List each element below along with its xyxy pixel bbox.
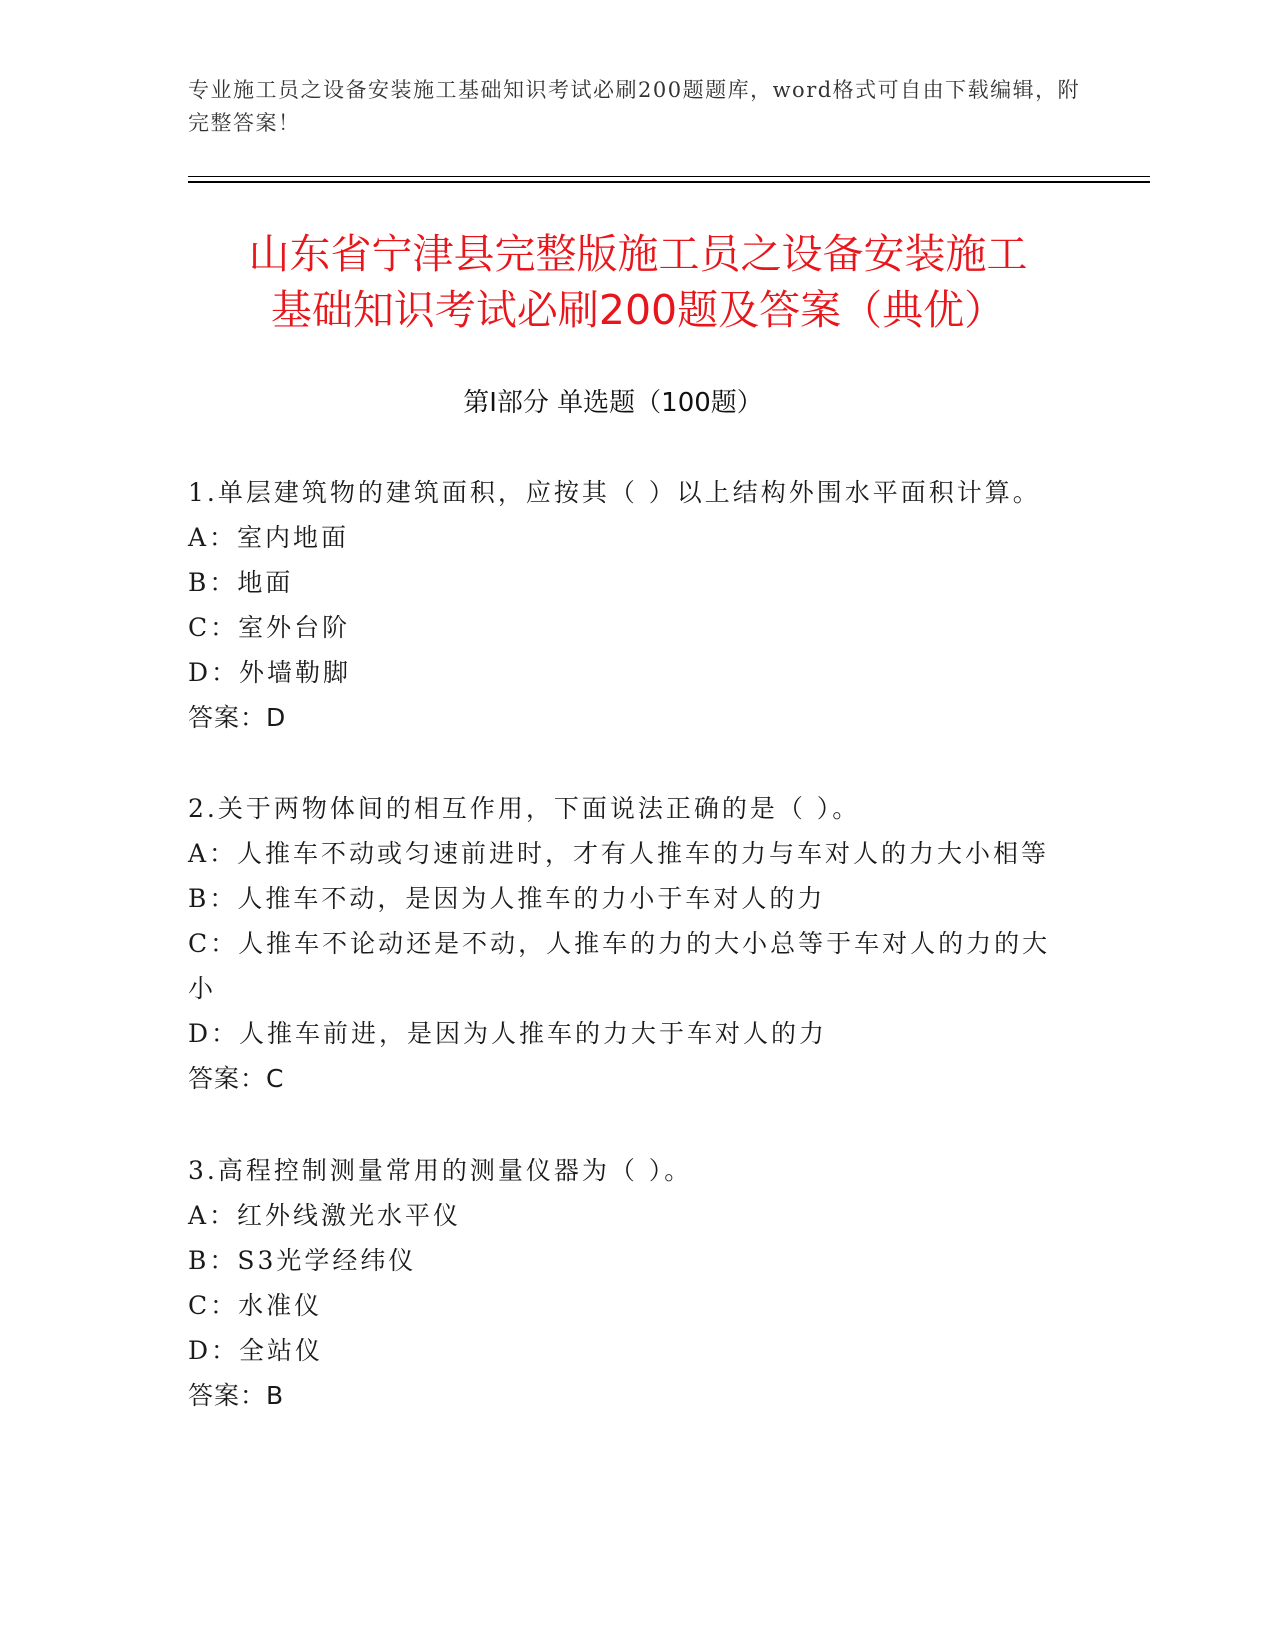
option-c: C：水准仪 [188, 1291, 323, 1320]
option-c: C：人推车不论动还是不动，人推车的力的大小总等于车对人的力的大小 [188, 929, 1051, 1003]
answer-line: 答案：C [188, 1064, 285, 1093]
option-d: D：人推车前进，是因为人推车的力大于车对人的力 [188, 1019, 828, 1048]
document-title-line-2: 基础知识考试必刷200题及答案（典优） [270, 286, 1006, 334]
question-stem: 2.关于两物体间的相互作用，下面说法正确的是（ ）。 [188, 794, 861, 823]
option-a: A：人推车不动或匀速前进时，才有人推车的力与车对人的力大小相等 [188, 839, 1050, 868]
option-a: A：室内地面 [188, 523, 350, 552]
document-title-line-1: 山东省宁津县完整版施工员之设备安装施工 [248, 230, 1028, 278]
answer-line: 答案：B [188, 1381, 285, 1410]
header-note: 专业施工员之设备安装施工基础知识考试必刷200题题库，word格式可自由下载编辑，附完整答案！ [188, 78, 1081, 135]
option-b: B：地面 [188, 568, 294, 597]
option-a: A：红外线激光水平仪 [188, 1201, 462, 1230]
question-block [188, 470, 1068, 740]
option-d: D：全站仪 [188, 1336, 324, 1365]
option-d: D：外墙勒脚 [188, 658, 352, 687]
option-b: B：人推车不动，是因为人推车的力小于车对人的力 [188, 884, 826, 913]
header-divider-thin [188, 176, 1150, 177]
question-block [188, 1148, 1068, 1418]
section-heading: 第Ⅰ部分 单选题（100题） [463, 388, 763, 418]
question-block [188, 786, 1068, 1101]
question-stem: 1.单层建筑物的建筑面积，应按其（ ）以上结构外围水平面积计算。 [188, 478, 1041, 507]
question-stem: 3.高程控制测量常用的测量仪器为（ ）。 [188, 1156, 693, 1185]
option-b: B：S3光学经纬仪 [188, 1246, 417, 1275]
answer-line: 答案：D [188, 703, 287, 732]
document-title [188, 226, 1088, 338]
option-c: C：室外台阶 [188, 613, 351, 642]
header-divider-thick [188, 181, 1150, 183]
